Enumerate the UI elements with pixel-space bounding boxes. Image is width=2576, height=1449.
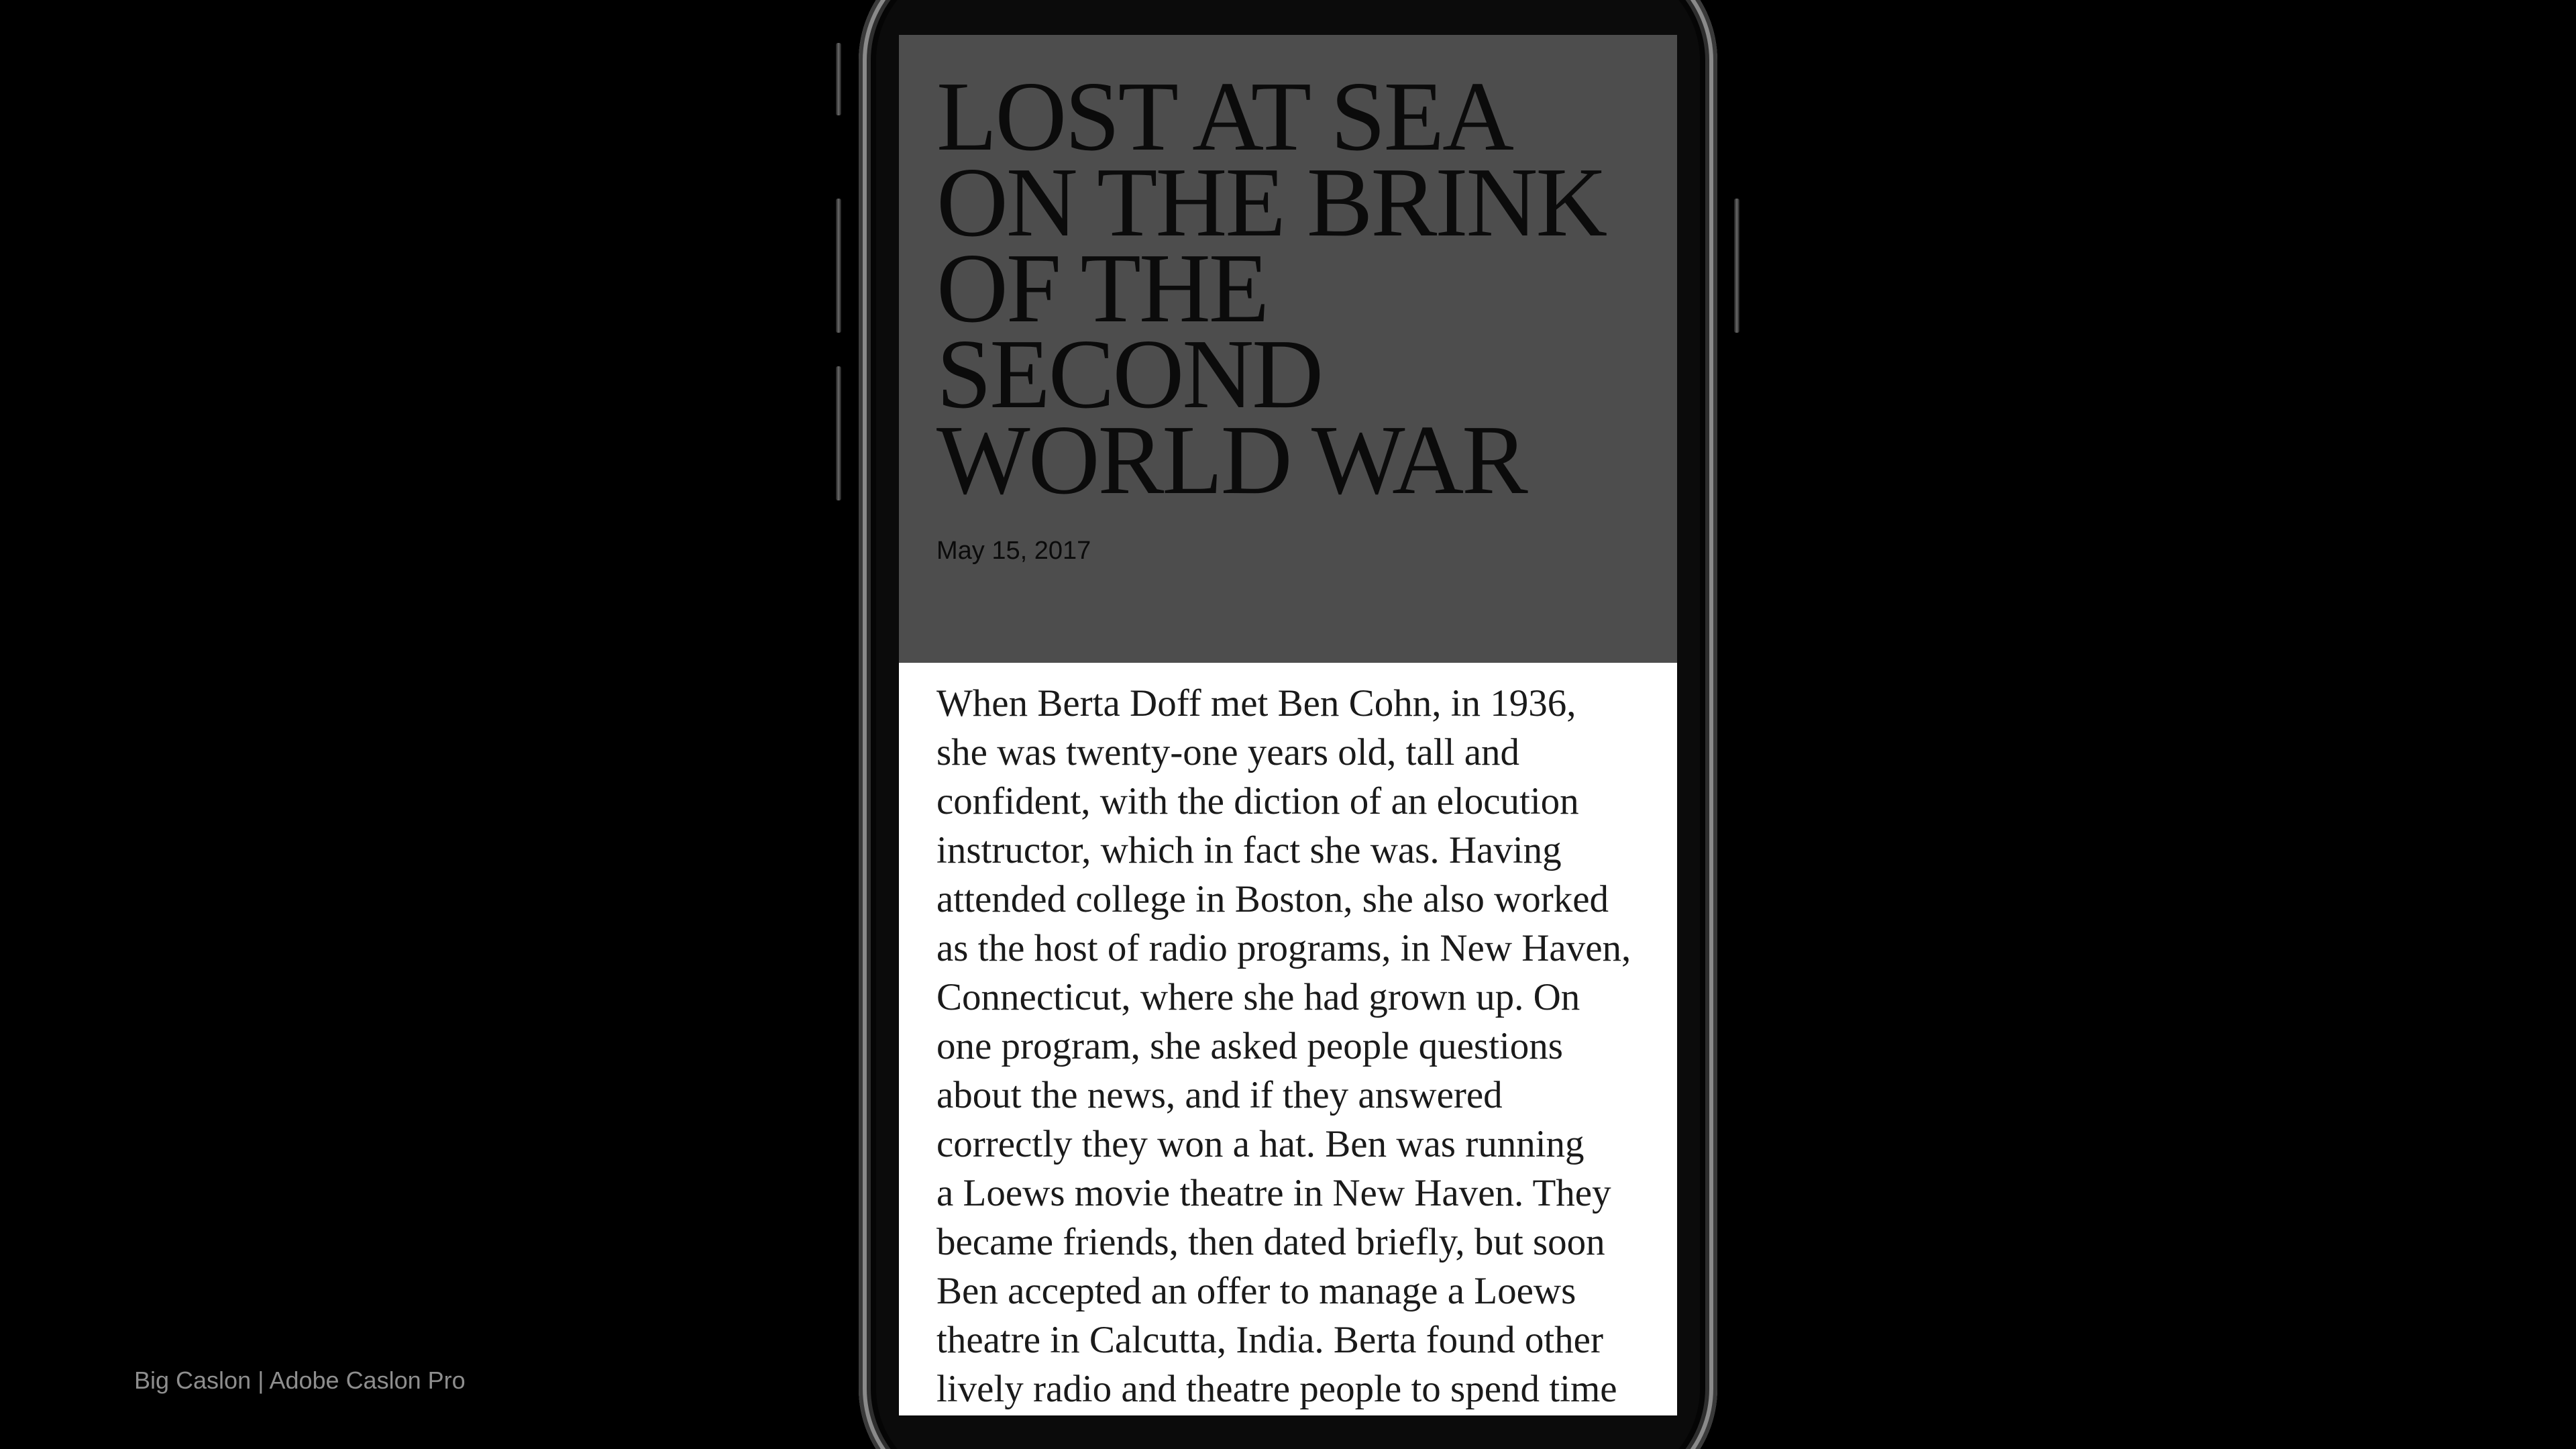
volume-up-button bbox=[836, 199, 841, 333]
body-line: lively radio and theatre people to spend time bbox=[936, 1368, 1617, 1410]
body-line: as the host of radio programs, in New Haven, bbox=[936, 927, 1631, 969]
mute-switch bbox=[836, 43, 841, 115]
body-line: she was twenty-one years old, tall and bbox=[936, 731, 1519, 773]
font-caption: Big Caslon | Adobe Caslon Pro bbox=[134, 1366, 466, 1394]
body-line: When Berta Doff met Ben Cohn, in 1936, bbox=[936, 682, 1576, 724]
article-date: May 15, 2017 bbox=[936, 537, 1091, 565]
body-line: a Loews movie theatre in New Haven. They bbox=[936, 1172, 1611, 1214]
phone-screen[interactable] bbox=[899, 35, 1677, 1415]
headline-line: WORLD WAR bbox=[936, 405, 1526, 515]
body-line: Connecticut, where she had grown up. On bbox=[936, 976, 1580, 1018]
article-body bbox=[936, 679, 1661, 1413]
body-line: about the news, and if they answered bbox=[936, 1074, 1503, 1116]
headline-line: OF THE bbox=[936, 233, 1268, 343]
article-headline bbox=[936, 62, 1668, 515]
body-line: one program, she asked people questions bbox=[936, 1025, 1563, 1067]
power-button bbox=[1734, 199, 1739, 333]
body-line: instructor, which in fact she was. Having bbox=[936, 829, 1562, 871]
headline-line: ON THE BRINK bbox=[936, 148, 1606, 258]
body-line: Ben accepted an offer to manage a Loews bbox=[936, 1270, 1576, 1312]
body-line: correctly they won a hat. Ben was running bbox=[936, 1123, 1585, 1165]
volume-down-button bbox=[836, 366, 841, 500]
article-hero bbox=[899, 35, 1677, 663]
body-line: theatre in Calcutta, India. Berta found other bbox=[936, 1319, 1603, 1361]
body-line: confident, with the diction of an elocution bbox=[936, 780, 1579, 822]
headline-line: LOST AT SEA bbox=[936, 62, 1512, 172]
headline-line: SECOND bbox=[936, 319, 1322, 429]
body-line: became friends, then dated briefly, but soon bbox=[936, 1221, 1605, 1263]
body-line: attended college in Boston, she also worked bbox=[936, 878, 1609, 920]
